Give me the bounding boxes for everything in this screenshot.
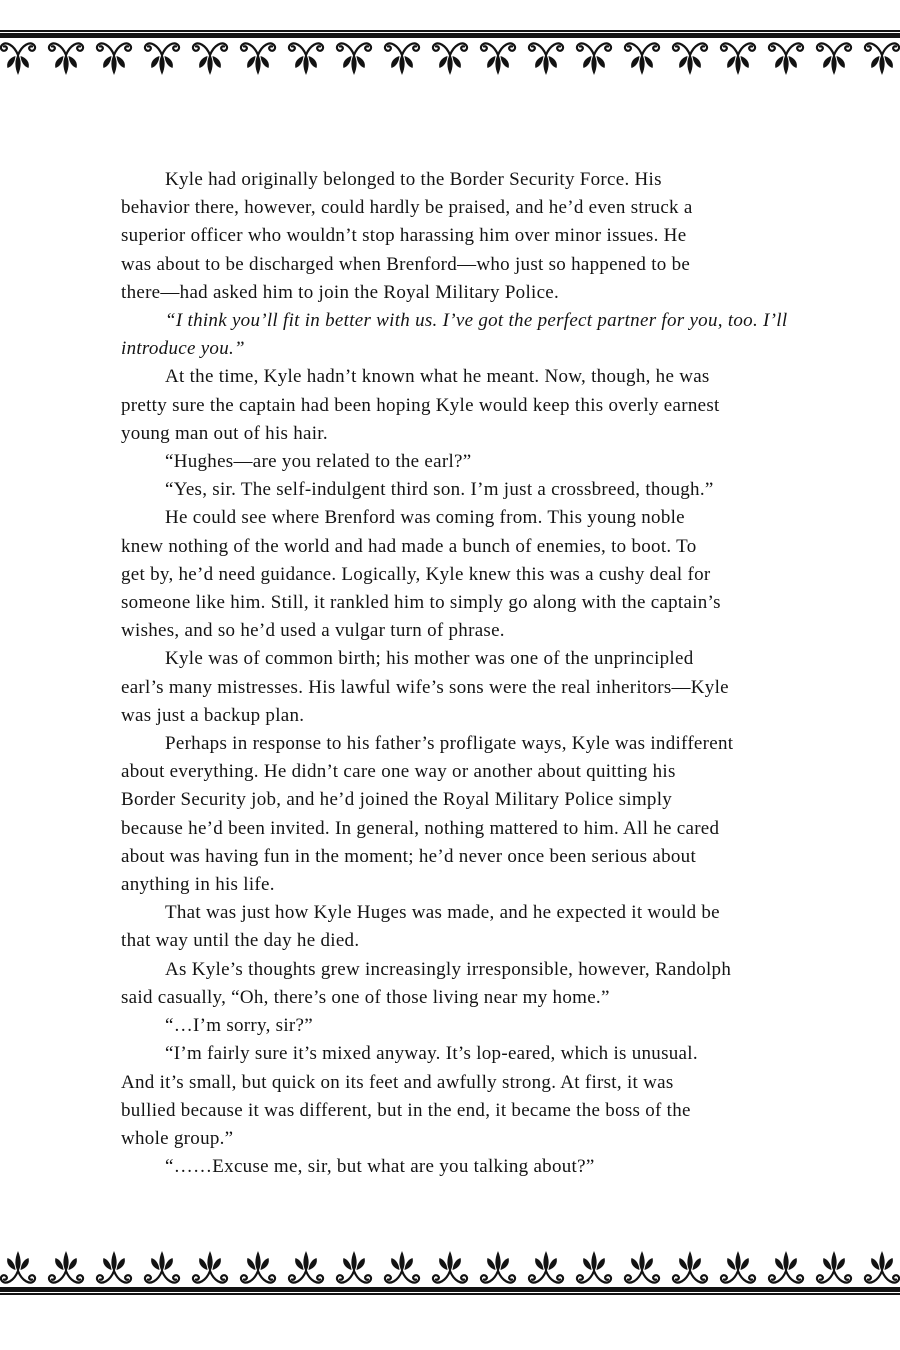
text-line: about was having fun in the moment; he’d never once been serious about xyxy=(121,845,697,867)
page-text xyxy=(121,166,833,1181)
text-line: bullied because it was different, but in the end, it became the boss of the xyxy=(121,1099,691,1121)
text-line: get by, he’d need guidance. Logically, Kyle knew this was a cushy deal for xyxy=(121,563,711,585)
text-line: behavior there, however, could hardly be praised, and he’d even struck a xyxy=(121,197,693,219)
text-line: earl’s many mistresses. His lawful wife’s sons were the real inheritors—Kyle xyxy=(121,676,729,698)
text-line: “Hughes—are you related to the earl?” xyxy=(165,451,472,473)
top-scrollwork-ornament-icon xyxy=(0,39,900,77)
text-line: Kyle was of common birth; his mother was one of the unprincipled xyxy=(165,648,694,670)
text-line: As Kyle’s thoughts grew increasingly irresponsible, however, Randolph xyxy=(165,958,732,980)
text-line: superior officer who wouldn’t stop harassing him over minor issues. He xyxy=(121,225,687,247)
text-line: was about to be discharged when Brenford—who just so happened to be xyxy=(121,253,691,275)
top-frame-thick-rule xyxy=(0,33,900,38)
text-line: He could see where Brenford was coming from. This young noble xyxy=(165,507,685,529)
text-line: That was just how Kyle Huges was made, and he expected it would be xyxy=(165,902,720,924)
text-line: wishes, and so he’d used a vulgar turn of phrase. xyxy=(121,620,505,642)
text-line: about everything. He didn’t care one way or another about quitting his xyxy=(121,761,676,783)
text-line: pretty sure the captain had been hoping Kyle would keep this overly earnest xyxy=(121,394,720,416)
text-line: Perhaps in response to his father’s profligate ways, Kyle was indifferent xyxy=(165,733,734,755)
bottom-frame-thin-rule xyxy=(0,1293,900,1295)
text-line: “…I’m sorry, sir?” xyxy=(165,1015,313,1037)
text-line: “……Excuse me, sir, but what are you talking about?” xyxy=(165,1156,595,1178)
text-line: was just a backup plan. xyxy=(121,704,305,726)
text-line: “I’m fairly sure it’s mixed anyway. It’s lop-eared, which is unusual. xyxy=(165,1043,698,1065)
text-line: Kyle had originally belonged to the Border Security Force. His xyxy=(165,169,662,190)
text-line: knew nothing of the world and had made a bunch of enemies, to boot. To xyxy=(121,535,697,557)
bottom-frame-thick-rule xyxy=(0,1287,900,1292)
bottom-scrollwork-ornament-icon xyxy=(0,1249,900,1287)
text-line: introduce you.” xyxy=(121,338,245,360)
text-line: because he’d been invited. In general, nothing mattered to him. All he cared xyxy=(121,817,720,839)
text-line: anything in his life. xyxy=(121,874,275,896)
text-line: Border Security job, and he’d joined the Royal Military Police simply xyxy=(121,789,673,811)
text-line: young man out of his hair. xyxy=(121,422,328,444)
text-line: there—had asked him to join the Royal Military Police. xyxy=(121,281,560,303)
text-line: said casually, “Oh, there’s one of those living near my home.” xyxy=(121,986,610,1008)
text-line: At the time, Kyle hadn’t known what he meant. Now, though, he was xyxy=(165,366,710,388)
text-line: And it’s small, but quick on its feet and awfully strong. At first, it was xyxy=(121,1071,674,1093)
text-line: that way until the day he died. xyxy=(121,930,360,952)
text-line: “I think you’ll fit in better with us. I’ve got the perfect partner for you, too. I’ll xyxy=(165,310,788,332)
text-line: whole group.” xyxy=(121,1127,234,1149)
text-line: “Yes, sir. The self-indulgent third son. I’m just a crossbreed, though.” xyxy=(165,479,714,501)
text-line: someone like him. Still, it rankled him to simply go along with the captain’s xyxy=(121,592,721,614)
top-frame-thin-rule xyxy=(0,30,900,32)
